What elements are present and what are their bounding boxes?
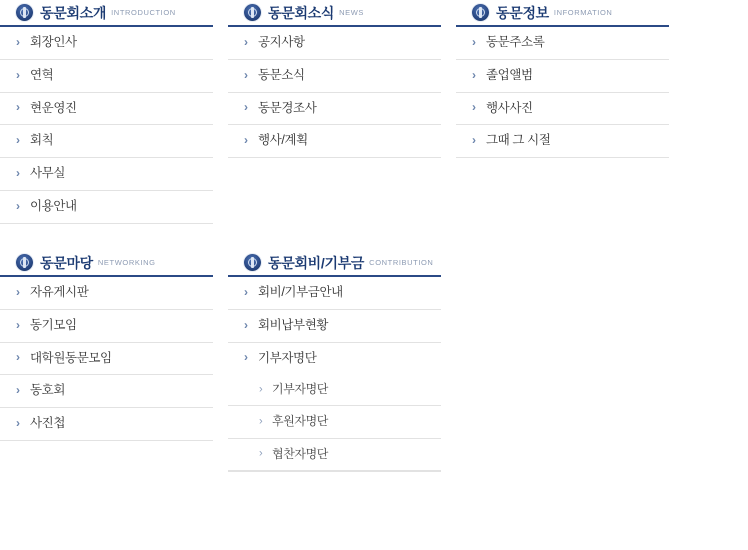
list-item (456, 125, 669, 158)
section-header-introduction (0, 0, 213, 27)
list-item (228, 93, 441, 126)
list-item (456, 60, 669, 93)
list-item (0, 158, 213, 191)
sitemap-link-회장인사[interactable]: › 회장인사 (0, 27, 213, 59)
sublink-list-기부자명단 (228, 374, 441, 471)
sitemap-sublink-기부자명단[interactable]: › 기부자명단 (228, 374, 441, 405)
section-header-contribution (228, 250, 441, 277)
sitemap-link-회비납부현황[interactable]: › 회비납부현황 (228, 310, 441, 342)
sitemap-column-news (228, 0, 441, 224)
sitemap-row-bottom (0, 250, 684, 472)
sitemap-link-동문경조사[interactable]: › 동문경조사 (228, 93, 441, 125)
sitemap-link-사무실[interactable]: › 사무실 (0, 158, 213, 190)
section-header-networking (0, 250, 213, 277)
sitemap-link-대학원동문모임[interactable]: › 대학원동문모임 (0, 343, 213, 375)
sitemap-link-그때그시절[interactable]: › 그때 그 시절 (456, 125, 669, 157)
sitemap-link-동문주소록[interactable]: › 동문주소록 (456, 27, 669, 59)
sitemap-column-networking (0, 250, 213, 472)
section-title-en: INFORMATION (553, 7, 613, 17)
section-title-en: INTRODUCTION (111, 7, 176, 17)
sitemap-link-현운영진[interactable]: › 현운영진 (0, 93, 213, 125)
list-item (228, 310, 441, 343)
sitemap-link-공지사항[interactable]: › 공지사항 (228, 27, 441, 59)
sitemap-column-information (456, 0, 669, 224)
list-item (0, 310, 213, 343)
section-title-en: CONTRIBUTION (369, 257, 434, 267)
list-item (0, 277, 213, 310)
list-item (228, 60, 441, 93)
sitemap-sublink-후원자명단[interactable]: › 후원자명단 (228, 406, 441, 437)
list-item (0, 93, 213, 126)
sitemap-link-기부자명단[interactable]: › 기부자명단 (228, 343, 441, 375)
link-list-news (228, 27, 441, 158)
link-list-networking (0, 277, 213, 441)
emblem-icon (244, 254, 261, 271)
sitemap-link-회비기부금안내[interactable]: › 회비/기부금안내 (228, 277, 441, 309)
list-item (0, 408, 213, 441)
list-item (0, 125, 213, 158)
section-title-ko: 동문회소개 (40, 4, 107, 21)
sitemap-link-회칙[interactable]: › 회칙 (0, 125, 213, 157)
sitemap-column-contribution (228, 250, 441, 472)
emblem-icon (16, 4, 33, 21)
list-item (228, 27, 441, 60)
sitemap-sublink-협찬자명단[interactable]: › 협찬자명단 (228, 439, 441, 470)
sitemap-row-top (0, 0, 684, 224)
sitemap-link-이용안내[interactable]: › 이용안내 (0, 191, 213, 223)
list-item (228, 439, 441, 471)
list-item (0, 191, 213, 224)
list-item (0, 60, 213, 93)
list-item (228, 125, 441, 158)
list-item (0, 375, 213, 408)
emblem-icon (16, 254, 33, 271)
emblem-icon (244, 4, 261, 21)
sitemap-link-동호회[interactable]: › 동호회 (0, 375, 213, 407)
sitemap-link-행사사진[interactable]: › 행사사진 (456, 93, 669, 125)
sitemap-column-introduction (0, 0, 213, 224)
sitemap-link-동문소식[interactable]: › 동문소식 (228, 60, 441, 92)
section-header-news (228, 0, 441, 27)
link-list-introduction (0, 27, 213, 224)
list-item (456, 27, 669, 60)
list-item (228, 343, 441, 472)
list-item (228, 277, 441, 310)
list-item (456, 93, 669, 126)
list-item (228, 406, 441, 438)
sitemap-link-연혁[interactable]: › 연혁 (0, 60, 213, 92)
sitemap-link-행사계획[interactable]: › 행사/계획 (228, 125, 441, 157)
emblem-icon (472, 4, 489, 21)
list-item (228, 374, 441, 406)
section-title-en: NETWORKING (97, 257, 156, 267)
sitemap-link-사진첩[interactable]: › 사진첩 (0, 408, 213, 440)
section-title-ko: 동문회비/기부금 (268, 254, 365, 271)
sitemap-link-동기모임[interactable]: › 동기모임 (0, 310, 213, 342)
sitemap-link-졸업앨범[interactable]: › 졸업앨범 (456, 60, 669, 92)
section-title-ko: 동문마당 (40, 254, 93, 271)
section-title-ko: 동문정보 (496, 4, 549, 21)
link-list-information (456, 27, 669, 158)
section-title-en: NEWS (339, 7, 365, 17)
section-title-ko: 동문회소식 (268, 4, 335, 21)
link-list-contribution (228, 277, 441, 472)
sitemap-link-자유게시판[interactable]: › 자유게시판 (0, 277, 213, 309)
list-item (0, 343, 213, 376)
list-item (0, 27, 213, 60)
section-header-information (456, 0, 669, 27)
